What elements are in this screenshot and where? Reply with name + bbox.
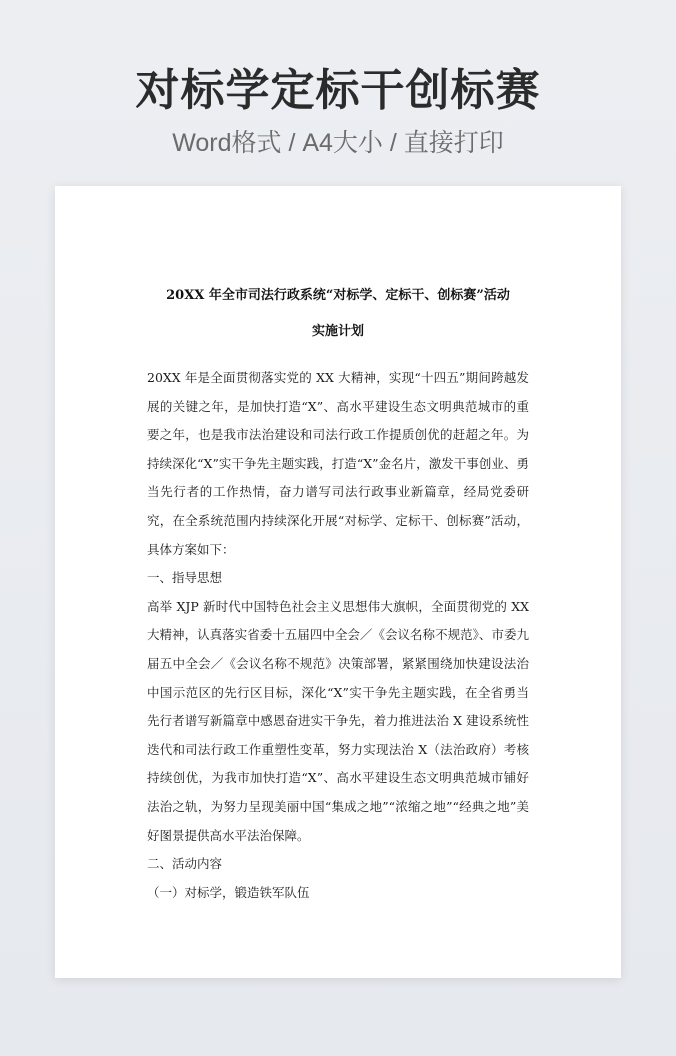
intro-paragraph: 20XX 年是全面贯彻落实党的 XX 大精神，实现“十四五”期间跨越发展的关键之年，是加快打造“X”、高水平建设生态文明典范城市的重要之年，也是我市法治建设和司法行政工作提质创优的赶超之年。为持续深化“X”实干争先主题实践，打造“X”金名片，激发干事创业、勇当先行者的工作热情，奋力谱写司法行政事业新篇章，经局党委研究，在全系统范围内持续深化开展“对标学、定标干、创标赛”活动，具体方案如下： bbox=[147, 370, 529, 557]
section2-heading: 二、活动内容 bbox=[147, 856, 223, 872]
banner bbox=[0, 62, 676, 160]
section1-heading: 一、指导思想 bbox=[147, 570, 223, 586]
banner-title: 对标学定标干创标赛 bbox=[135, 65, 541, 116]
subsection1-heading: （一）对标学，锻造铁军队伍 bbox=[147, 884, 310, 900]
banner-subtitle: Word格式 / A4大小 / 直接打印 bbox=[172, 129, 504, 157]
document-title-line1: 20XX 年全市司法行政系统“对标学、定标干、创标赛”活动 bbox=[166, 288, 510, 303]
document-body bbox=[147, 364, 529, 907]
section1-paragraph: 高举 XJP 新时代中国特色社会主义思想伟大旗帜，全面贯彻党的 XX 大精神，认真落实省委十五届四中全会／《会议名称不规范》、市委九届五中全会／《会议名称不规范》决策部署，紧紧围绕加快建设法治中国示范区的先行区目标，深化“X”实干争先主题实践，在全省勇当先行者谱写新篇章中感恩奋进实干争先，着力推进法治 X 建设系统性迭代和司法行政工作重塑性变革，努力实现法治 X（法治政府）考核持续创优，为我市加快打造“X”、高水平建设生态文明典范城市铺好法治之轨，为努力呈现美丽中国“集成之地”“浓缩之地”“经典之地”美好图景提供高水平法治保障。 bbox=[147, 598, 529, 843]
document-page bbox=[55, 186, 621, 978]
document-title-line2: 实施计划 bbox=[311, 324, 364, 339]
